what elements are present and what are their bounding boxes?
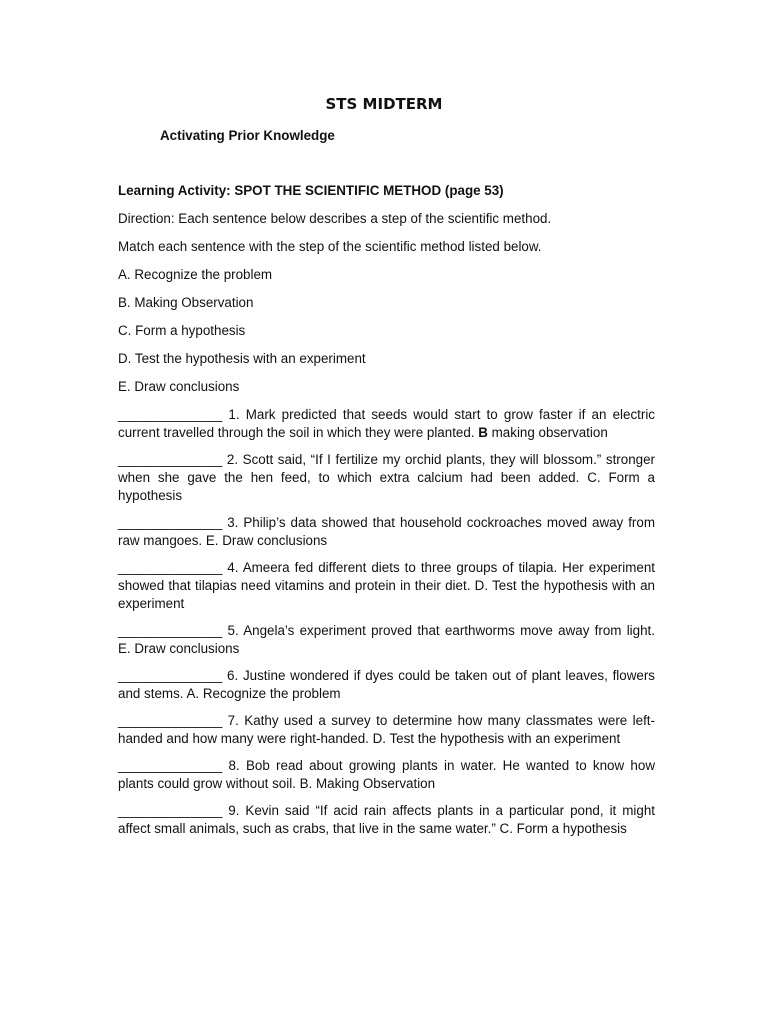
list-item bbox=[118, 757, 655, 793]
list-item bbox=[118, 802, 655, 838]
item-text-post: making observation bbox=[487, 425, 608, 440]
item-text: 4. Ameera fed different diets to three groups of tilapia. Her experiment showed that tilapias need vitamins and protein in their diet. D. Test the hypothesis with an experiment bbox=[118, 560, 655, 611]
answer-blank: ______________ bbox=[118, 452, 223, 467]
list-item bbox=[118, 712, 655, 748]
option-a: A. Recognize the problem bbox=[118, 267, 273, 282]
item-text: 6. Justine wondered if dyes could be taken out of plant leaves, flowers and stems. A. Recognize the problem bbox=[118, 668, 655, 701]
list-item bbox=[118, 514, 655, 550]
item-text: 8. Bob read about growing plants in water. He wanted to know how plants could grow without soil. B. Making Observation bbox=[118, 758, 655, 791]
list-item bbox=[118, 406, 655, 442]
direction-text: Direction: Each sentence below describes a step of the scientific method. bbox=[118, 211, 552, 226]
answer-blank: ______________ bbox=[118, 668, 223, 683]
option-e: E. Draw conclusions bbox=[118, 379, 240, 394]
document-body bbox=[118, 182, 655, 847]
item-bold-answer: B bbox=[478, 425, 488, 440]
answer-blank: ______________ bbox=[118, 560, 223, 575]
list-item bbox=[118, 559, 655, 613]
item-text: 9. Kevin said “If acid rain affects plants in a particular pond, it might affect small animals, such as crabs, that live in the same water.” C. Form a hypothesis bbox=[118, 803, 655, 836]
answer-blank: ______________ bbox=[118, 407, 223, 422]
activity-heading: Learning Activity: SPOT THE SCIENTIFIC METHOD (page 53) bbox=[118, 183, 504, 198]
item-text: 1. Mark predicted that seeds would start to grow faster if an electric current travelled through the soil in which they were planted. bbox=[118, 407, 655, 440]
list-item bbox=[118, 451, 655, 505]
answer-blank: ______________ bbox=[118, 758, 223, 773]
item-text: 2. Scott said, “If I fertilize my orchid plants, they will blossom.” stronger when she gave the hen feed, to which extra calcium had been added. C. Form a hypothesis bbox=[118, 452, 655, 503]
items-list bbox=[118, 406, 655, 838]
answer-blank: ______________ bbox=[118, 623, 223, 638]
list-item bbox=[118, 622, 655, 658]
list-item bbox=[118, 667, 655, 703]
item-text: 7. Kathy used a survey to determine how many classmates were left-handed and how many were right-handed. D. Test the hypothesis with an experiment bbox=[118, 713, 655, 746]
option-d: D. Test the hypothesis with an experiment bbox=[118, 351, 366, 366]
instruction-text: Match each sentence with the step of the scientific method listed below. bbox=[118, 239, 542, 254]
answer-blank: ______________ bbox=[118, 713, 223, 728]
option-c: C. Form a hypothesis bbox=[118, 323, 246, 338]
options-list bbox=[118, 266, 655, 396]
page-subtitle: Activating Prior Knowledge bbox=[160, 128, 335, 143]
option-b: B. Making Observation bbox=[118, 295, 254, 310]
item-text: 3. Philip’s data showed that household cockroaches moved away from raw mangoes. E. Draw conclusions bbox=[118, 515, 655, 548]
answer-blank: ______________ bbox=[118, 515, 223, 530]
item-text: 5. Angela’s experiment proved that earthworms move away from light. E. Draw conclusions bbox=[118, 623, 655, 656]
page-title: STS MIDTERM bbox=[325, 95, 443, 113]
answer-blank: ______________ bbox=[118, 803, 223, 818]
